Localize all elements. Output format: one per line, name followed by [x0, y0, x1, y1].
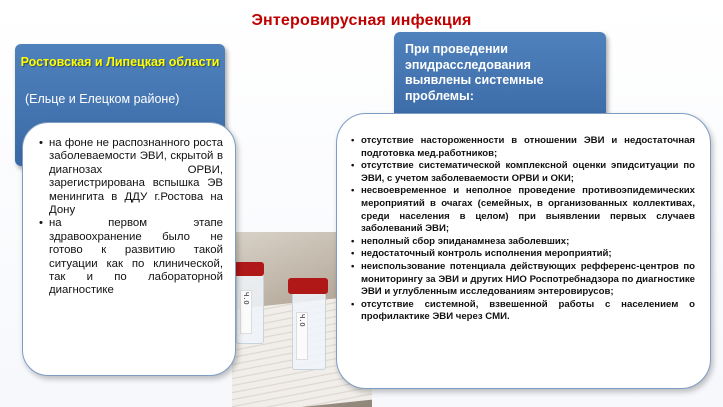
- outbreak-list: [39, 137, 223, 298]
- list-item: • неполный сбор эпиданамнеза заболевших;: [351, 236, 695, 249]
- tube-label-2: Ч.О: [296, 312, 308, 360]
- red-cap-2: [288, 278, 328, 294]
- list-item: • отсутствие настороженности в отношении ЭВИ и недостаточная подготовка мед.работников;: [351, 135, 695, 160]
- problems-list: [351, 135, 695, 324]
- outbreak-description-card: [22, 122, 236, 376]
- list-item: • отсутствие систематической комплексной оценки эпидситуации по ЭВИ, с учетом заболеваемости ОРВИ и ОКИ;: [351, 160, 695, 185]
- systemic-problems-card: [336, 113, 711, 389]
- region-subtitle: (Ельце и Елецком районе): [25, 92, 180, 106]
- slide-title: Энтеровирусная инфекция: [251, 12, 472, 29]
- list-item: • недостаточный контроль исполнения мероприятий;: [351, 248, 695, 261]
- list-item: • отсутствие системной, взвешенной работы с населением о профилактике ЭВИ через СМИ.: [351, 299, 695, 324]
- tube-label-1: Ч.О: [240, 290, 252, 334]
- problems-heading: При проведении эпидрасследования выявлены системные проблемы:: [405, 42, 544, 103]
- list-item: • несвоевременное и неполное проведение противоэпидемических мероприятий в очагах (семейных, в организованных коллективах, среди населения в целом) при выявлении первых случаев заболеваний ЭВИ;: [351, 185, 695, 235]
- list-item: • неиспользование потенциала действующих рефференс-центров по мониторингу за ЭВИ и других НИО Роспотребнадзора по диагностике ЭВИ и углубленным исследованиям энтеровирусов;: [351, 261, 695, 299]
- list-item: • на фоне не распознанного роста заболеваемости ЭВИ, скрытой в диагнозах ОРВИ, зарегистрирована вспышка ЭВ менингита в ДДУ г.Ростова на Дону: [39, 137, 223, 217]
- list-item: • на первом этапе здравоохранение было не готово к развитию такой ситуации как по клиническо​й, так и по лабораторной диагностике: [39, 217, 223, 297]
- red-cap-1: [234, 262, 264, 276]
- region-name: Ростовская и Липецкая области: [20, 55, 220, 69]
